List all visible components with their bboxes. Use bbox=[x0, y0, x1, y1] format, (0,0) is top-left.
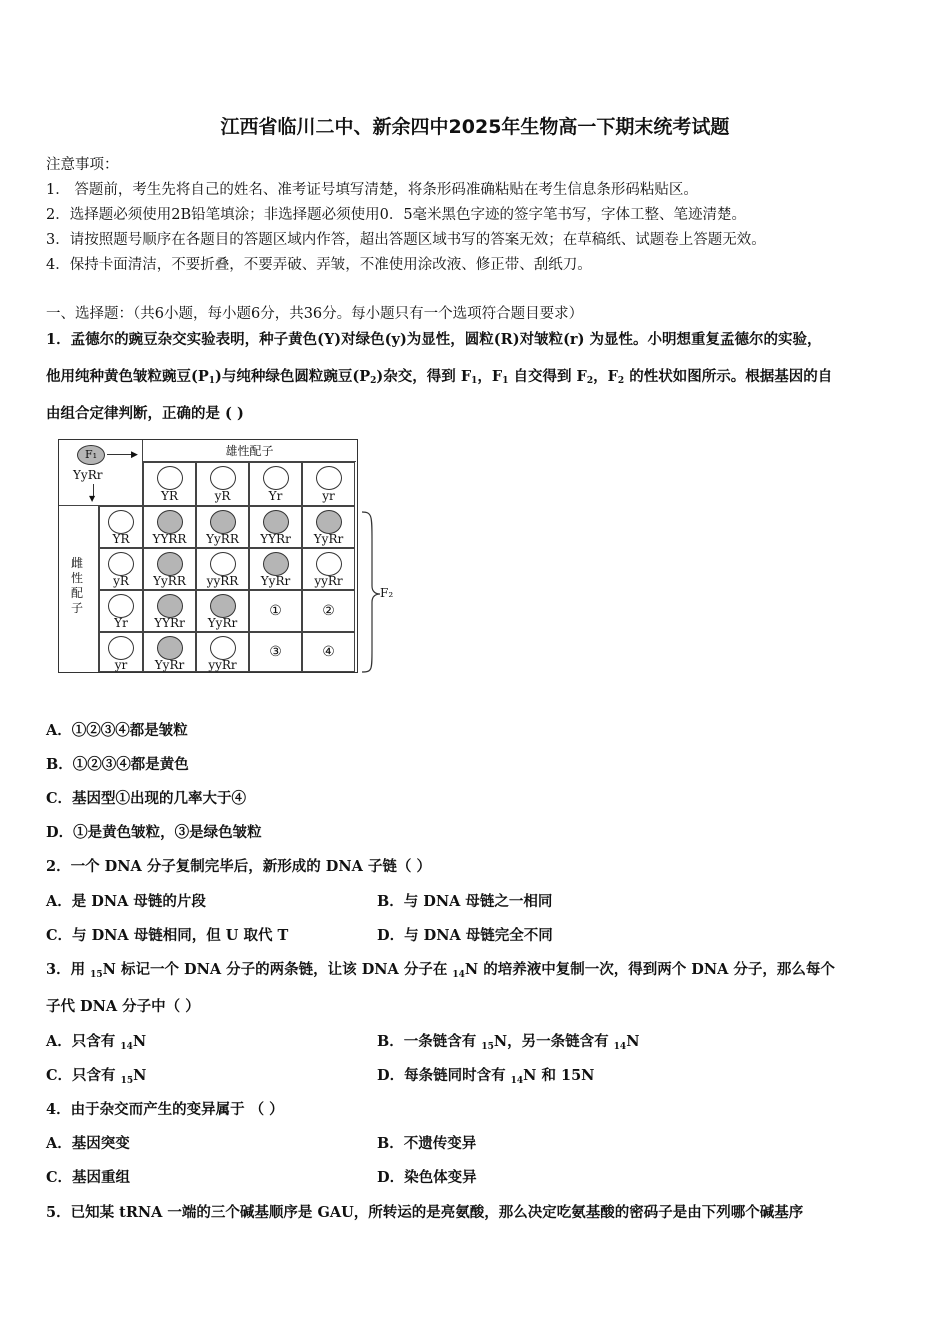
q3-line2: 子代 DNA 分子中（ ） bbox=[46, 998, 200, 1015]
q5-stem: 5．已知某 tRNA 一端的三个碱基顺序是 GAU，所转运的是亮氨酸，那么决定吃氨基酸的密码子是由下列哪个碱基序 bbox=[46, 1204, 804, 1221]
genotype-label: yyRR bbox=[206, 574, 239, 588]
genotype-label: yyRr bbox=[314, 574, 343, 588]
notice-item-4: 4．保持卡面清洁，不要折叠，不要弄破、弄皱，不准使用涂改液、修正带、刮纸刀。 bbox=[46, 257, 592, 273]
q2-option-c: C．与 DNA 母链相同，但 U 取代 T bbox=[46, 927, 289, 944]
q3-option-a: A．只含有 $_{14}$N bbox=[46, 1033, 147, 1052]
seed-circle bbox=[210, 466, 236, 490]
punnett-cell bbox=[302, 548, 355, 590]
yellow-seed-circle bbox=[157, 552, 183, 576]
genotype-label: YYRr bbox=[154, 616, 185, 630]
notice-item-2: 2．选择题必须使用2B铅笔填涂；非选择题必须使用0．5毫米黑色字迹的签字笔书写，字体工整、笔迹清楚。 bbox=[46, 207, 747, 223]
male-gamete-label: YR bbox=[161, 489, 178, 503]
yellow-seed-circle bbox=[263, 552, 289, 576]
male-gamete-cell bbox=[143, 462, 196, 506]
female-gamete-header-cell bbox=[59, 506, 99, 672]
punnett-cell bbox=[302, 632, 355, 672]
page-title: 江西省临川二中、新余四中2025年生物高一下期末统考试题 bbox=[220, 116, 730, 138]
punnett-square bbox=[58, 439, 358, 673]
seed-circle bbox=[263, 466, 289, 490]
unknown-genotype-marker: ④ bbox=[322, 644, 335, 660]
genotype-label: YyRr bbox=[260, 574, 291, 588]
q1-option-d: D．①是黄色皱粒，③是绿色皱粒 bbox=[46, 824, 262, 841]
notice-item-1: 1． 答题前，考生先将自己的姓名、准考证号填写清楚，将条形码准确粘贴在考生信息条形码粘贴区。 bbox=[46, 182, 698, 198]
notice-heading: 注意事项： bbox=[46, 157, 119, 173]
punnett-cell bbox=[143, 548, 196, 590]
q3-line1: 3．用 $_{15}$N 标记一个 DNA 分子的两条链，让该 DNA 分子在 $_{14}$N 的培养液中复制一次，得到两个 DNA 分子，那么每个 bbox=[46, 961, 835, 980]
q3-option-b: B．一条链含有 $_{15}$N，另一条链含有 $_{14}$N bbox=[377, 1033, 640, 1052]
q1-option-a: A．①②③④都是皱粒 bbox=[46, 722, 188, 739]
yellow-seed-circle bbox=[157, 510, 183, 534]
punnett-cell bbox=[196, 632, 249, 672]
unknown-genotype-marker: ① bbox=[269, 603, 282, 619]
genotype-label: YyRr bbox=[154, 658, 185, 672]
male-gamete-label: yr bbox=[322, 489, 335, 503]
q4-option-c: C．基因重组 bbox=[46, 1169, 131, 1186]
punnett-cell bbox=[196, 548, 249, 590]
punnett-cell bbox=[302, 506, 355, 548]
q2-option-b: B．与 DNA 母链之一相同 bbox=[377, 893, 553, 910]
q4-option-b: B．不遗传变异 bbox=[377, 1135, 477, 1152]
male-gamete-label: Yr bbox=[268, 489, 283, 503]
female-gamete-cell bbox=[99, 590, 143, 632]
genotype-label: YYRr bbox=[260, 532, 291, 546]
seed-circle bbox=[108, 636, 134, 660]
green-seed-circle bbox=[316, 552, 342, 576]
female-gamete-label: YR bbox=[112, 532, 130, 546]
punnett-cell bbox=[143, 506, 196, 548]
female-gamete-label: yr bbox=[114, 658, 128, 672]
unknown-genotype-marker: ③ bbox=[269, 644, 282, 660]
q1-line1: 1．孟德尔的豌豆杂交实验表明，种子黄色(Y)对绿色(y)为显性，圆粒(R)对皱粒(r) 为显性。小明想重复孟德尔的实验， bbox=[46, 331, 822, 348]
punnett-cell bbox=[143, 632, 196, 672]
yellow-seed-circle bbox=[210, 510, 236, 534]
f2-label: F₂ bbox=[380, 586, 394, 600]
arrow-right-head: ▶ bbox=[131, 450, 138, 460]
seed-circle bbox=[316, 466, 342, 490]
yellow-seed-circle bbox=[157, 594, 183, 618]
seed-circle bbox=[157, 466, 183, 490]
genotype-label: YyRR bbox=[206, 532, 239, 546]
q4-option-d: D．染色体变异 bbox=[377, 1169, 477, 1186]
punnett-cell bbox=[196, 506, 249, 548]
punnett-cell bbox=[143, 590, 196, 632]
q4-option-a: A．基因突变 bbox=[46, 1135, 130, 1152]
notice-item-3: 3．请按照题号顺序在各题目的答题区域内作答，超出答题区域书写的答案无效；在草稿纸、试题卷上答题无效。 bbox=[46, 232, 766, 248]
seed-circle bbox=[108, 594, 134, 618]
punnett-cell bbox=[302, 590, 355, 632]
yellow-seed-circle bbox=[263, 510, 289, 534]
yellow-seed-circle bbox=[210, 594, 236, 618]
punnett-cell bbox=[249, 632, 302, 672]
genotype-label: yyRr bbox=[208, 658, 237, 672]
female-gamete-label: Yr bbox=[114, 616, 128, 630]
punnett-cell bbox=[249, 506, 302, 548]
female-gamete-cell bbox=[99, 506, 143, 548]
punnett-cell bbox=[196, 590, 249, 632]
female-gamete-label: yR bbox=[113, 574, 129, 588]
male-gamete-cell bbox=[196, 462, 249, 506]
genotype-label: YyRr bbox=[207, 616, 238, 630]
punnett-cell bbox=[249, 590, 302, 632]
green-seed-circle bbox=[210, 552, 236, 576]
genotype-label: YyRR bbox=[153, 574, 186, 588]
section-heading: 一、选择题：（共6小题，每小题6分，共36分。每小题只有一个选项符合题目要求） bbox=[46, 306, 584, 322]
yellow-seed-circle bbox=[157, 636, 183, 660]
genotype-label: YyRr bbox=[313, 532, 344, 546]
punnett-cell bbox=[249, 548, 302, 590]
q2-option-d: D．与 DNA 母链完全不同 bbox=[377, 927, 553, 944]
male-gamete-header: 雄性配子 bbox=[143, 440, 356, 462]
arrow-down-head: ▼ bbox=[89, 494, 96, 503]
male-gamete-cell bbox=[302, 462, 355, 506]
male-gamete-cell bbox=[249, 462, 302, 506]
f1-corner bbox=[59, 440, 143, 506]
q2-option-a: A．是 DNA 母链的片段 bbox=[46, 893, 206, 910]
male-gamete-label: yR bbox=[214, 489, 231, 503]
q3-option-c: C．只含有 $_{15}$N bbox=[46, 1067, 147, 1086]
q4-stem: 4．由于杂交而产生的变异属于 （ ） bbox=[46, 1101, 284, 1118]
q1-option-b: B．①②③④都是黄色 bbox=[46, 756, 189, 773]
seed-circle bbox=[108, 510, 134, 534]
female-gamete-header: 雌性配子 bbox=[71, 556, 84, 615]
q1-option-c: C．基因型①出现的几率大于④ bbox=[46, 790, 247, 807]
q2-stem: 2．一个 DNA 分子复制完毕后，新形成的 DNA 子链（ ） bbox=[46, 858, 431, 875]
female-gamete-cell bbox=[99, 548, 143, 590]
yellow-seed-circle bbox=[316, 510, 342, 534]
q3-option-d: D．每条链同时含有 $_{14}$N 和 15N bbox=[377, 1067, 595, 1086]
unknown-genotype-marker: ② bbox=[322, 603, 335, 619]
q1-line2: 他用纯种黄色皱粒豌豆$(P_1)$与纯种绿色圆粒豌豆$(P_2)$杂交，得到 $F_1$，$F_1$ 自交得到 $F_2$，$F_2$ 的性状如图所示。根据基因的自 bbox=[46, 368, 833, 386]
q1-line3: 由组合定律判断，正确的是 ( ) bbox=[46, 405, 244, 422]
green-seed-circle bbox=[210, 636, 236, 660]
female-gamete-cell bbox=[99, 632, 143, 672]
f1-seed: F₁ bbox=[77, 445, 105, 465]
genotype-label: YYRR bbox=[152, 532, 187, 546]
f1-genotype: YyRr bbox=[73, 468, 103, 482]
seed-circle bbox=[108, 552, 134, 576]
